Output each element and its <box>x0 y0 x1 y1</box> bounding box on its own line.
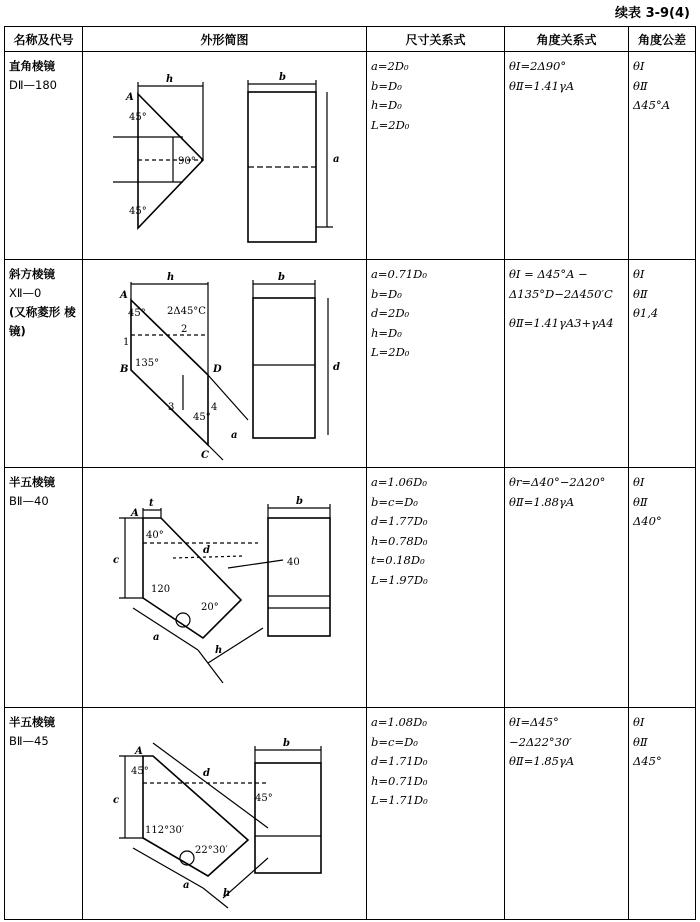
angle-item: −2Δ22°30′ <box>509 734 572 749</box>
label-A: A <box>126 92 134 103</box>
angle-label: 45° <box>128 308 146 319</box>
label-b: b <box>283 738 290 749</box>
dimension-item: L=1.71D₀ <box>371 793 428 807</box>
tolerance-cell <box>629 52 696 260</box>
header-angles: 角度关系式 <box>505 27 629 52</box>
angle-label: 120 <box>151 584 171 595</box>
header-tolerance: 角度公差 <box>629 27 696 52</box>
label-B: B <box>120 364 129 375</box>
dimension-item: b=c=D₀ <box>371 734 418 749</box>
label-h: h <box>215 645 223 656</box>
angle-cell <box>505 468 629 708</box>
label-b: b <box>296 496 303 507</box>
label-a: a <box>231 430 238 441</box>
label-h: h <box>167 272 175 283</box>
angle-label: 45° <box>129 206 147 217</box>
label-a: a <box>153 632 160 643</box>
label-a: a <box>183 880 190 891</box>
label-a: a <box>333 154 340 165</box>
prism-table <box>4 26 696 920</box>
label-c: c <box>113 555 120 566</box>
angle-cell <box>505 708 629 920</box>
angle-item: θⅡ=1.41γA3+γA4 <box>509 316 614 330</box>
dimension-cell <box>367 708 505 920</box>
angle-cell <box>505 52 629 260</box>
table-caption: 续表 3-9(4) <box>615 6 690 21</box>
angle-item: Δ135°D−2Δ450′C <box>509 286 613 301</box>
angle-label: 45° <box>129 112 147 123</box>
dimension-item: L=2D₀ <box>371 117 410 132</box>
face-number: 4 <box>211 402 218 413</box>
prism-code: XⅡ—0 <box>9 286 42 300</box>
angle-item: θⅠ=Δ45° <box>509 715 559 729</box>
dimension-item: h=0.71D₀ <box>371 773 428 788</box>
label-D: D <box>213 364 222 375</box>
dimension-item: a=1.06D₀ <box>371 475 427 489</box>
tolerance-cell <box>629 260 696 468</box>
prism-name-cell <box>5 708 83 920</box>
tolerance-item: θⅠ <box>633 715 645 729</box>
label-c: c <box>113 795 120 806</box>
tolerance-item: θⅡ <box>633 78 648 93</box>
dimension-item: a=2D₀ <box>371 59 409 73</box>
dimension-cell <box>367 468 505 708</box>
half-penta-prism-40-sketch <box>83 468 367 706</box>
table-row <box>5 260 696 468</box>
table-row <box>5 52 696 260</box>
dimension-item: d=1.77D₀ <box>371 514 428 528</box>
prism-name: 直角棱镜 <box>9 59 55 73</box>
angle-item: θⅠ=2Δ90° <box>509 59 567 73</box>
face-number: 3 <box>168 402 175 413</box>
label-A: A <box>131 508 139 519</box>
prism-note: (又称菱形 棱镜) <box>9 305 76 338</box>
angle-label: 45° <box>193 412 211 423</box>
dimension-item: b=c=D₀ <box>371 494 418 509</box>
label-A: A <box>135 746 143 757</box>
dimension-item: t=0.18D₀ <box>371 553 425 567</box>
prism-code: DⅡ—180 <box>9 78 57 92</box>
label-b: b <box>279 72 286 83</box>
label-d: d <box>203 545 210 556</box>
label-A: A <box>120 290 128 301</box>
dimension-item: L=2D₀ <box>371 345 410 359</box>
dimension-item: d=2D₀ <box>371 306 410 320</box>
header-sketch: 外形简图 <box>83 27 367 52</box>
right-angle-prism-sketch <box>83 52 367 258</box>
sketch-cell <box>83 468 367 708</box>
tolerance-item: θⅠ <box>633 267 645 281</box>
label-b: b <box>278 272 285 283</box>
label-d: d <box>333 362 340 373</box>
face-number: 2 <box>181 324 188 335</box>
prism-name-cell <box>5 260 83 468</box>
angle-label: 112°30′ <box>145 825 185 836</box>
label-C: C <box>201 450 209 461</box>
sketch-cell <box>83 708 367 920</box>
angle-label: 40° <box>146 530 164 541</box>
rhomboid-prism-sketch <box>83 260 367 466</box>
angle-label: 90° <box>178 156 196 167</box>
dimension-item: a=1.08D₀ <box>371 715 427 729</box>
angle-label: 2Δ45°C <box>167 306 206 317</box>
angle-item: θⅡ=1.41γA <box>509 78 575 93</box>
tolerance-item: Δ45°A <box>633 98 670 112</box>
label-h: h <box>223 888 231 899</box>
dimension-item: L=1.97D₀ <box>371 572 428 587</box>
angle-cell <box>505 260 629 468</box>
angle-label: 45° <box>255 793 273 804</box>
angle-item: θr=Δ40°−2Δ20° <box>509 475 606 489</box>
angle-label: 45° <box>131 766 149 777</box>
prism-name-cell <box>5 468 83 708</box>
angle-item: θⅡ=1.88γA <box>509 494 575 509</box>
dimension-item: b=D₀ <box>371 78 402 93</box>
tolerance-item: Δ40° <box>633 514 662 528</box>
header-name: 名称及代号 <box>5 27 83 52</box>
table-row <box>5 468 696 708</box>
dimension-item: h=0.78D₀ <box>371 533 428 548</box>
header-row <box>5 27 696 52</box>
label-d: d <box>203 768 210 779</box>
tolerance-item: Δ45° <box>633 754 662 768</box>
angle-item <box>509 304 624 314</box>
prism-code: BⅡ—45 <box>9 734 49 748</box>
tolerance-item: θⅡ <box>633 494 648 509</box>
dimension-item: h=D₀ <box>371 325 402 340</box>
angle-label: 20° <box>201 602 219 613</box>
sketch-cell <box>83 260 367 468</box>
face-number: 1 <box>123 337 130 348</box>
dimension-cell <box>367 52 505 260</box>
prism-code: BⅡ—40 <box>9 494 49 508</box>
angle-label: 22°30′ <box>195 845 228 856</box>
prism-name: 斜方棱镜 <box>9 267 55 281</box>
dimension-cell <box>367 260 505 468</box>
tolerance-cell <box>629 708 696 920</box>
table-row <box>5 708 696 920</box>
tolerance-item: θⅠ <box>633 475 645 489</box>
sketch-cell <box>83 52 367 260</box>
dimension-item: a=0.71D₀ <box>371 267 427 281</box>
dimension-item: b=D₀ <box>371 286 402 301</box>
prism-name: 半五棱镜 <box>9 715 55 729</box>
dimension-item: h=D₀ <box>371 98 402 112</box>
tolerance-cell <box>629 468 696 708</box>
prism-name-cell <box>5 52 83 260</box>
prism-name: 半五棱镜 <box>9 475 55 489</box>
dimension-item: d=1.71D₀ <box>371 754 428 768</box>
tolerance-item: θⅠ <box>633 59 645 73</box>
angle-item: θⅠ = Δ45°A − <box>509 267 588 281</box>
angle-item: θⅡ=1.85γA <box>509 754 575 768</box>
tolerance-item: θⅡ <box>633 286 648 301</box>
header-dimensions: 尺寸关系式 <box>367 27 505 52</box>
label-t: t <box>149 498 154 509</box>
label-h: h <box>166 74 174 85</box>
tolerance-item: θ1,4 <box>633 306 659 320</box>
angle-label: 40 <box>287 557 300 568</box>
angle-label: 135° <box>135 358 160 369</box>
tolerance-item: θⅡ <box>633 734 648 749</box>
half-penta-prism-45-sketch <box>83 708 367 916</box>
